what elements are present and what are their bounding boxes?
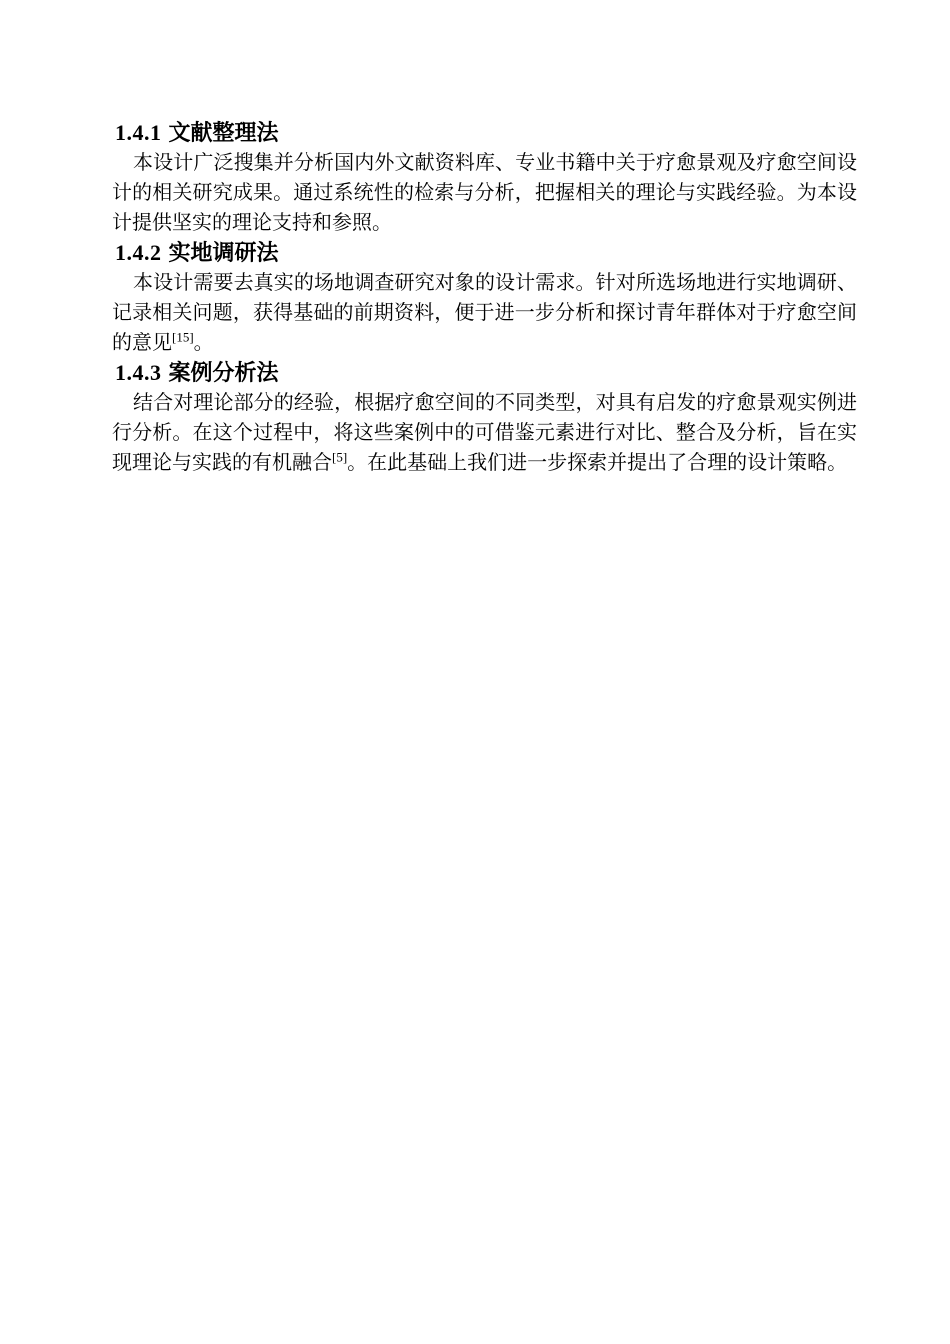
heading-title: 案例分析法	[168, 360, 279, 385]
citation-ref-5: [5]	[332, 449, 348, 465]
paragraph-text: 本设计广泛搜集并分析国内外文献资料库、专业书籍中关于疗愈景观及疗愈空间设计的相关研究成果。通过系统性的检索与分析，把握相关的理论与实践经验。为本设计提供坚实的理论支持和参照。	[112, 152, 857, 234]
heading-number: 1.4.2	[115, 240, 162, 265]
section-heading-1-4-3	[112, 358, 857, 388]
heading-title: 文献整理法	[168, 120, 279, 145]
paragraph-text: 。在此基础上我们进一步探索并提出了合理的设计策略。	[347, 452, 848, 474]
heading-number: 1.4.3	[115, 360, 162, 385]
section-1-4-3	[112, 358, 857, 478]
section-heading-1-4-1	[112, 118, 857, 148]
section-heading-1-4-2	[112, 238, 857, 268]
citation-ref-15: [15]	[172, 329, 194, 345]
section-1-4-2	[112, 238, 857, 358]
section-1-4-1	[112, 118, 857, 238]
paragraph-text: 本设计需要去真实的场地调查研究对象的设计需求。针对所选场地进行实地调研、记录相关问题，获得基础的前期资料，便于进一步分析和探讨青年群体对于疗愈空间的意见	[112, 272, 857, 354]
section-paragraph-1-4-3	[112, 388, 857, 478]
heading-title: 实地调研法	[168, 240, 279, 265]
section-paragraph-1-4-2	[112, 268, 857, 358]
heading-number: 1.4.1	[115, 120, 162, 145]
paragraph-text: 。	[193, 332, 214, 354]
section-paragraph-1-4-1	[112, 148, 857, 238]
paragraph-text: 结合对理论部分的经验，根据疗愈空间的不同类型，对具有启发的疗愈景观实例进行分析。在这个过程中，将这些案例中的可借鉴元素进行对比、整合及分析，旨在实现理论与实践的有机融合	[112, 392, 857, 474]
